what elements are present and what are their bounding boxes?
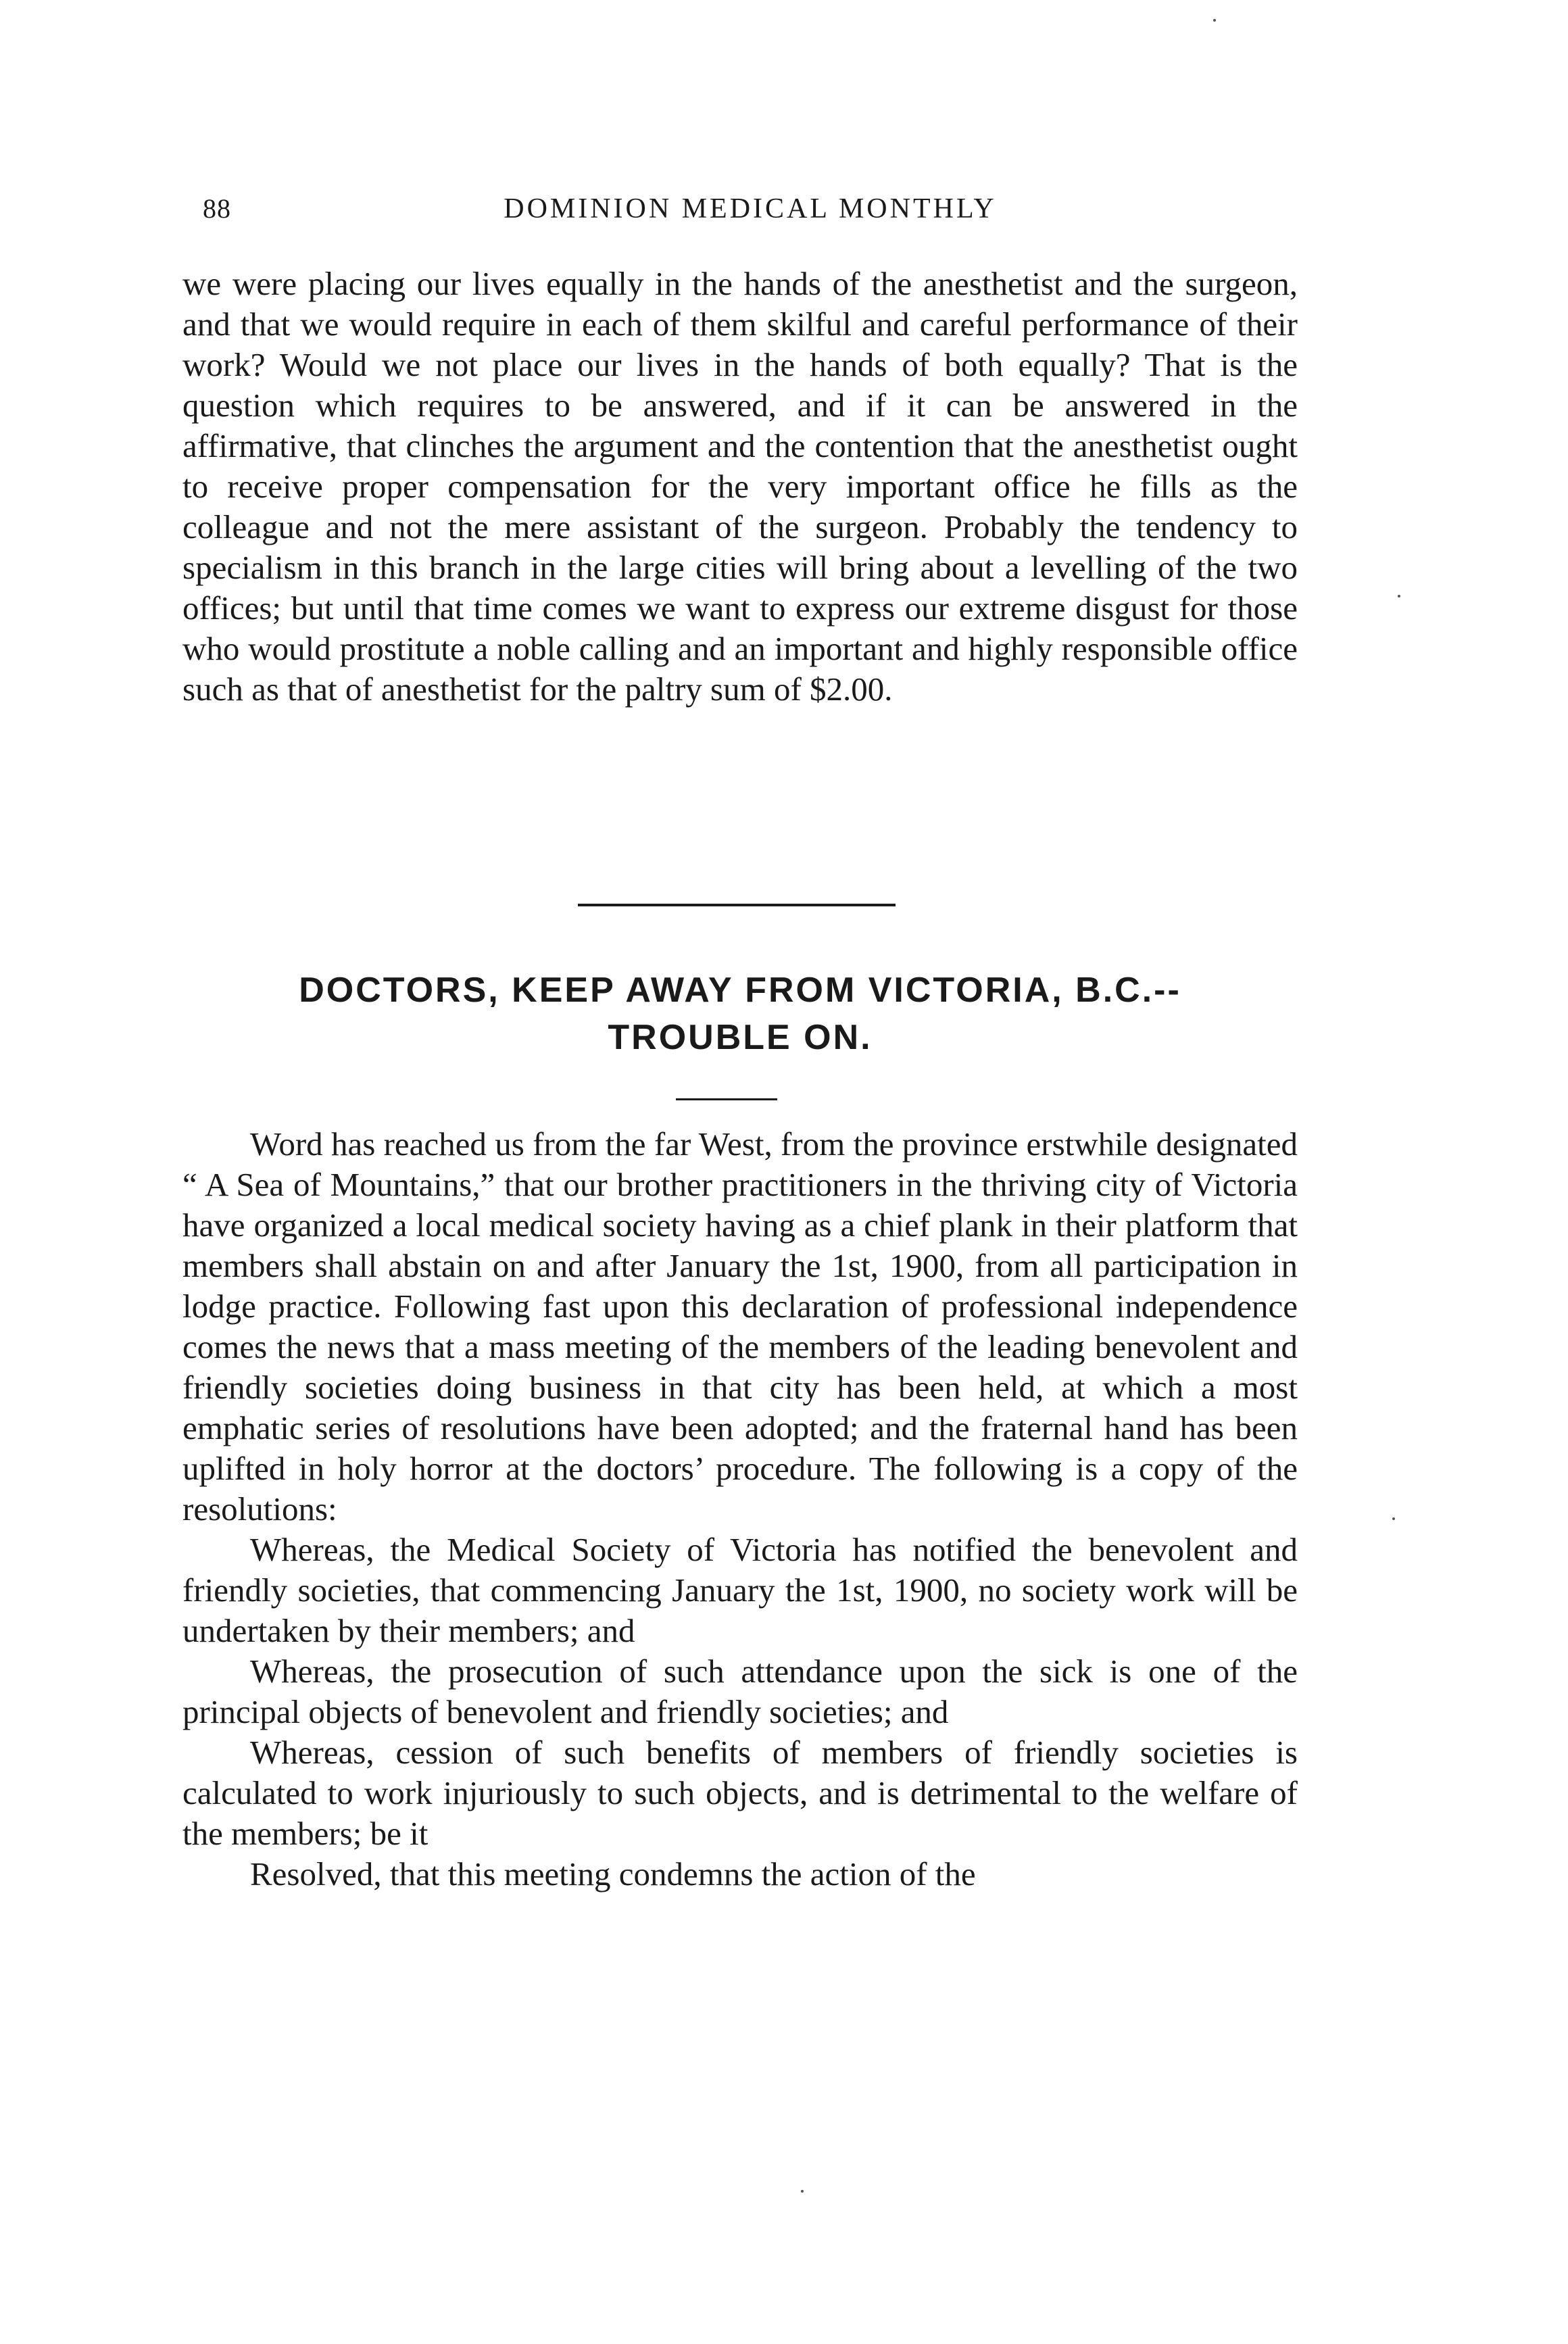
scan-speck xyxy=(801,2190,804,2193)
scan-speck xyxy=(1213,19,1216,22)
article-title-line-2: TROUBLE ON. xyxy=(608,1018,873,1057)
article-body xyxy=(182,1124,1298,1895)
page-header xyxy=(203,193,1298,233)
scan-speck xyxy=(1392,1517,1395,1520)
resolution-paragraph: Whereas, cession of such benefits of members of friendly societies is calculated to work injuriously to such objects, and is detrimental to the welfare of the members; be it xyxy=(182,1734,1298,1852)
previous-article-paragraph: we were placing our lives equally in the hands of the anesthetist and the surgeon, and that we would require in each of them skilful and careful performance of their work? Would we not place our lives in the hands of both equally? That is the question which requires to be answered, and if it can be answered in the affirmative, that clinches the argument and the contention that the anesthetist ought to receive proper compensation for the very important office he fills as the colleague and not the mere assistant of the surgeon. Probably the tendency to specialism in this branch in the large cities will bring about a levelling of the two offices; but until that time comes we want to express our extreme disgust for those who would prostitute a noble calling and an important and highly responsible office such as that of anesthetist for the paltry sum of $2.00. xyxy=(182,265,1298,708)
previous-article-text xyxy=(182,264,1298,710)
section-divider xyxy=(578,904,896,906)
article-title-line-1: DOCTORS, KEEP AWAY FROM VICTORIA, B.C.-- xyxy=(299,971,1181,1010)
resolution-paragraph: Resolved, that this meeting condemns the action of the xyxy=(250,1855,976,1893)
scan-speck xyxy=(1398,595,1400,597)
article-title xyxy=(182,967,1298,1061)
resolution-paragraph: Whereas, the prosecution of such attendance upon the sick is one of the principal objects of benevolent and friendly societies; and xyxy=(182,1653,1298,1730)
title-underline xyxy=(676,1098,777,1100)
article-paragraph: Word has reached us from the far West, from the province erstwhile designated “ A Sea of Mountains,” that our brother practitioners in the thriving city of Victoria have organized a local medical society having as a chief plank in their platform that members shall abstain on and after January the 1st, 1900, from all participation in lodge practice. Following fast upon this declaration of professional independence comes the news that a mass meeting of the members of the leading benevolent and friendly societies doing business in that city has been held, at which a most emphatic series of resolutions have been adopted; and the fraternal hand has been uplifted in holy horror at the doctors’ procedure. The following is a copy of the resolutions: xyxy=(182,1125,1298,1528)
running-title: DOMINION MEDICAL MONTHLY xyxy=(504,193,997,224)
resolution-paragraph: Whereas, the Medical Society of Victoria has notified the benevolent and friendly societies, that commencing January the 1st, 1900, no society work will be undertaken by their members; and xyxy=(182,1531,1298,1649)
page-number: 88 xyxy=(203,193,231,224)
